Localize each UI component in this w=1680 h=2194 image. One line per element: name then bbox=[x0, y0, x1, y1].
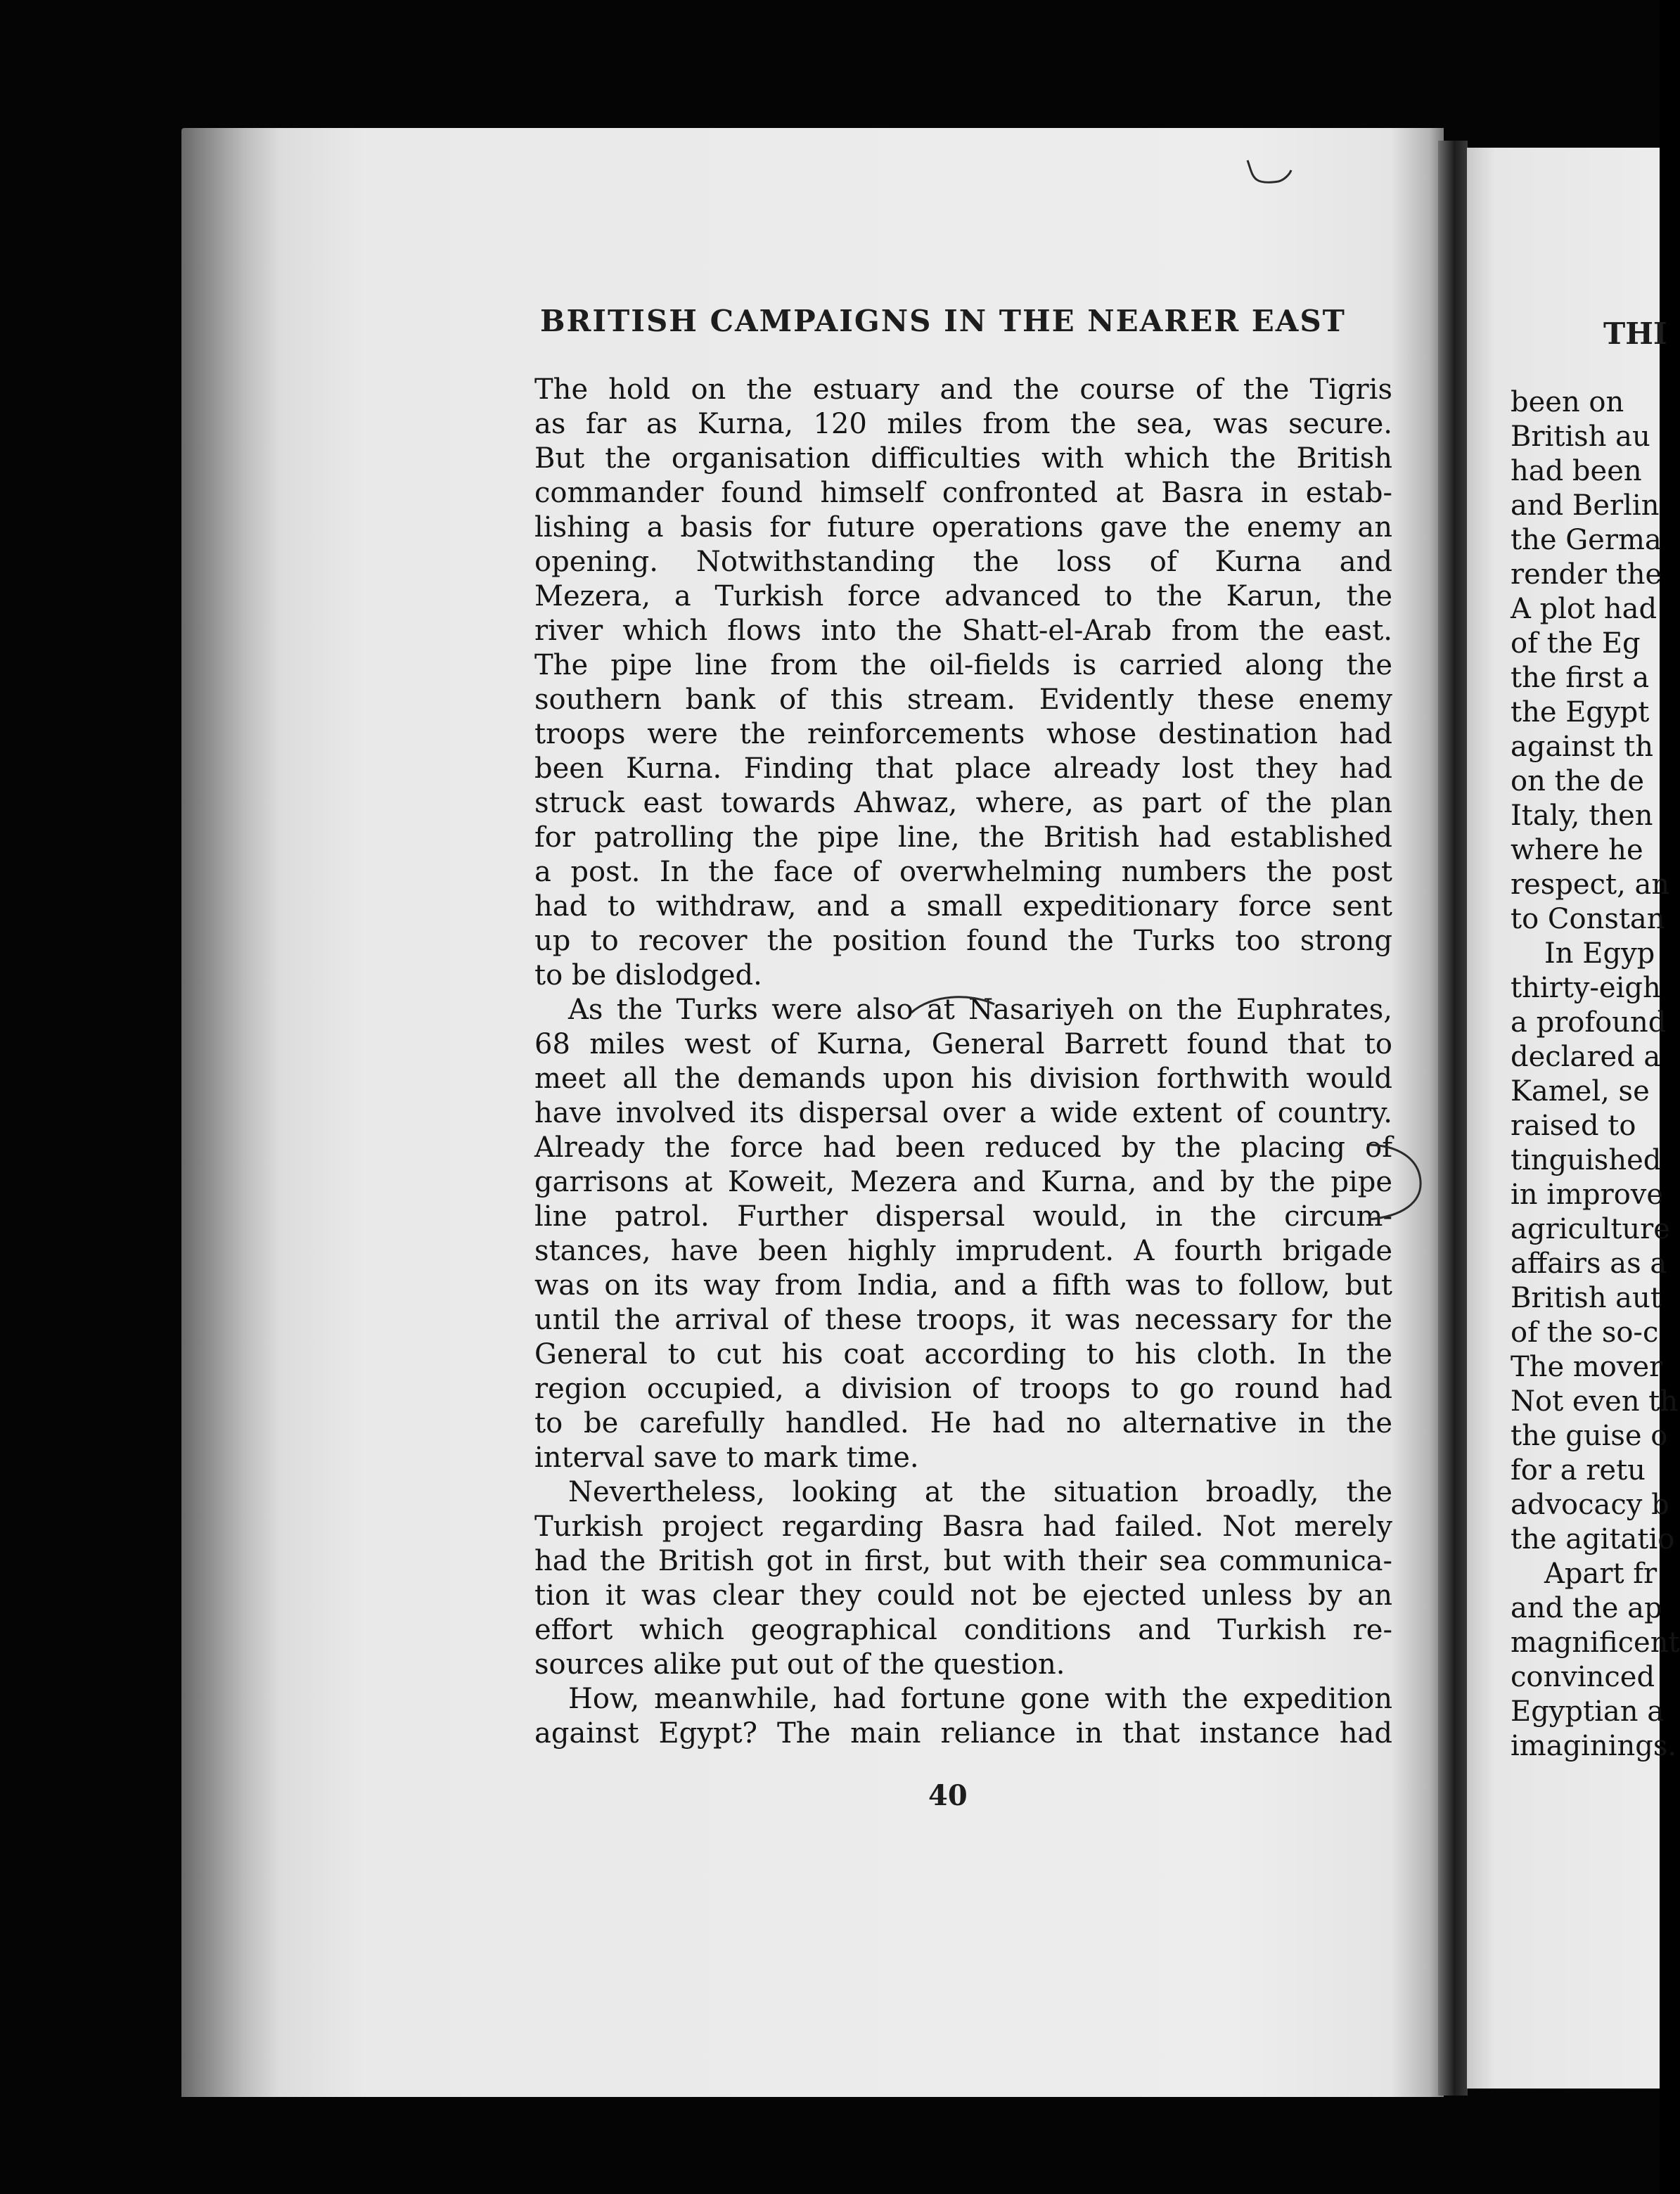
right-page bbox=[1467, 148, 1680, 2089]
text-line: struck east towards Ahwaz, where, as part of the plan bbox=[534, 787, 1392, 819]
text-line: magnificent bbox=[1511, 1627, 1680, 1659]
text-line: commander found himself confronted at Basra in estab- bbox=[534, 477, 1392, 509]
text-line: meet all the demands upon his division forthwith would bbox=[534, 1063, 1392, 1095]
pencil-arc-nasariyeh bbox=[907, 992, 999, 1020]
pencil-bracket-right bbox=[1363, 1138, 1426, 1222]
text-line: the agitatio bbox=[1511, 1523, 1675, 1555]
text-line: advocacy b bbox=[1511, 1489, 1669, 1521]
right-page-text bbox=[1511, 385, 1680, 1764]
text-line: troops were the reinforcements whose destination had bbox=[534, 718, 1392, 750]
text-line: sources alike put out of the question. bbox=[534, 1648, 1065, 1681]
text-line: Kamel, se bbox=[1511, 1075, 1650, 1108]
text-line: and Berlin bbox=[1511, 489, 1660, 522]
text-line: southern bank of this stream. Evidently these enemy bbox=[534, 684, 1392, 716]
text-line: a profound bbox=[1511, 1006, 1667, 1039]
text-line: A plot had bbox=[1511, 593, 1657, 625]
text-line: Egyptian a bbox=[1511, 1695, 1665, 1728]
text-line: as far as Kurna, 120 miles from the sea, was secure. bbox=[534, 408, 1392, 440]
text-line: declared a bbox=[1511, 1041, 1661, 1073]
text-line: to be carefully handled. He had no alternative in the bbox=[534, 1407, 1392, 1439]
text-line: tion it was clear they could not be ejected unless by an bbox=[534, 1579, 1392, 1612]
text-line: render the bbox=[1511, 558, 1662, 591]
text-line: region occupied, a division of troops to go round had bbox=[534, 1373, 1392, 1405]
text-line: Turkish project regarding Basra had failed. Not merely bbox=[534, 1510, 1392, 1543]
text-line: the Egypt bbox=[1511, 696, 1650, 729]
text-line: respect, an bbox=[1511, 868, 1670, 901]
text-line: and the ap bbox=[1511, 1592, 1662, 1624]
text-line: river which flows into the Shatt-el-Arab from the east. bbox=[534, 615, 1392, 647]
text-line: General to cut his coat according to his cloth. In the bbox=[534, 1338, 1392, 1371]
text-line: convinced bbox=[1511, 1661, 1655, 1693]
text-line: But the organisation difficulties with which the British bbox=[534, 442, 1392, 475]
text-line: The hold on the estuary and the course of the Tigris bbox=[534, 373, 1392, 406]
text-line: Not even th bbox=[1511, 1385, 1679, 1418]
text-line: The pipe line from the oil-fields is carried along the bbox=[534, 649, 1392, 681]
text-line: of the Eg bbox=[1511, 627, 1641, 660]
text-line: been on bbox=[1511, 386, 1624, 418]
text-line: been Kurna. Finding that place already lost they had bbox=[534, 752, 1392, 785]
text-line: How, meanwhile, had fortune gone with the expedition bbox=[568, 1683, 1392, 1715]
page-number: 40 bbox=[928, 1779, 968, 1812]
text-line: for patrolling the pipe line, the British had established bbox=[534, 821, 1392, 854]
text-line: imaginings. bbox=[1511, 1730, 1677, 1762]
text-line: As the Turks were also at Nasariyeh on the Euphrates, bbox=[568, 994, 1392, 1026]
text-line: Mezera, a Turkish force advanced to the Karun, the bbox=[534, 580, 1392, 612]
text-line: had to withdraw, and a small expeditionary force sent bbox=[534, 890, 1392, 923]
text-line: British au bbox=[1511, 421, 1650, 453]
text-line: Apart fr bbox=[1544, 1558, 1657, 1590]
text-line: against th bbox=[1511, 731, 1654, 763]
text-line: The mover bbox=[1511, 1351, 1663, 1383]
text-line: had the British got in first, but with their sea communica- bbox=[534, 1545, 1392, 1577]
text-line: until the arrival of these troops, it was necessary for the bbox=[534, 1304, 1392, 1336]
text-line: in improve bbox=[1511, 1179, 1664, 1211]
text-line: tinguished bbox=[1511, 1144, 1662, 1176]
text-line: raised to bbox=[1511, 1110, 1636, 1142]
text-line: of the so-c bbox=[1511, 1316, 1659, 1349]
text-line: 68 miles west of Kurna, General Barrett found that to bbox=[534, 1028, 1392, 1060]
right-running-head: THI bbox=[1603, 316, 1667, 351]
text-line: lishing a basis for future operations gave the enemy an bbox=[534, 511, 1392, 544]
text-line: where he bbox=[1511, 834, 1643, 866]
text-line: a post. In the face of overwhelming numbers the post bbox=[534, 856, 1392, 888]
text-line: have involved its dispersal over a wide extent of country. bbox=[534, 1097, 1392, 1129]
pencil-mark-top bbox=[1238, 155, 1294, 190]
text-line: effort which geographical conditions and Turkish re- bbox=[534, 1614, 1392, 1646]
text-line: the Germa bbox=[1511, 524, 1662, 556]
book-gutter bbox=[1438, 141, 1468, 2096]
text-line: Italy, then bbox=[1511, 800, 1653, 832]
text-line: to Constan bbox=[1511, 903, 1665, 935]
text-line: line patrol. Further dispersal would, in the circum- bbox=[534, 1200, 1392, 1233]
text-line: on the de bbox=[1511, 765, 1645, 797]
running-head: BRITISH CAMPAIGNS IN THE NEARER EAST bbox=[540, 304, 1346, 338]
text-line: agriculture bbox=[1511, 1213, 1670, 1245]
text-line: had been bbox=[1511, 455, 1642, 487]
text-line: the guise o bbox=[1511, 1420, 1668, 1452]
text-line: affairs as a bbox=[1511, 1247, 1667, 1280]
body-text bbox=[534, 373, 1392, 1751]
text-line: In Egyp bbox=[1544, 937, 1655, 970]
text-line: against Egypt? The main reliance in that instance had bbox=[534, 1717, 1392, 1750]
text-line: British aut bbox=[1511, 1282, 1662, 1314]
text-line: Nevertheless, looking at the situation broadly, the bbox=[568, 1476, 1392, 1508]
text-line: garrisons at Koweit, Mezera and Kurna, and by the pipe bbox=[534, 1166, 1392, 1198]
text-line: opening. Notwithstanding the loss of Kurna and bbox=[534, 546, 1392, 578]
text-line: was on its way from India, and a fifth was to follow, but bbox=[534, 1269, 1392, 1302]
text-line: the first a bbox=[1511, 662, 1650, 694]
text-line: interval save to mark time. bbox=[534, 1442, 919, 1474]
text-line: for a retu bbox=[1511, 1454, 1646, 1487]
text-line: Already the force had been reduced by the placing of bbox=[534, 1131, 1392, 1164]
text-line: thirty-eigh bbox=[1511, 972, 1661, 1004]
text-line: stances, have been highly imprudent. A fourth brigade bbox=[534, 1235, 1392, 1267]
text-line: up to recover the position found the Turks too strong bbox=[534, 925, 1392, 957]
text-line: to be dislodged. bbox=[534, 959, 762, 992]
